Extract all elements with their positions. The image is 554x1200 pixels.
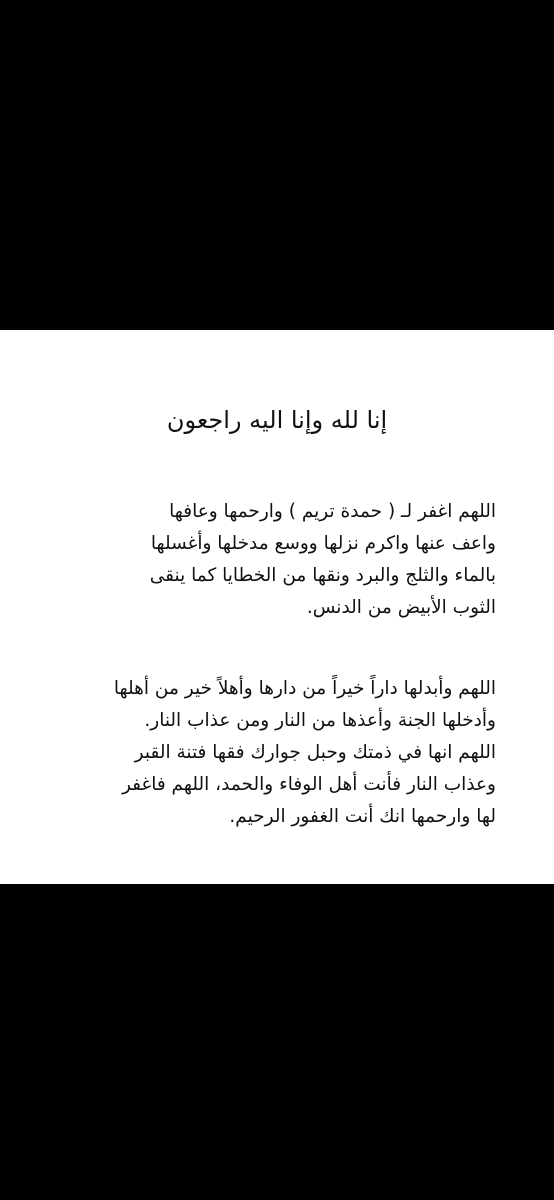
paragraph-line: اللهم اغفر لـ ( حمدة تريم ) وارحمها وعافها [169, 501, 496, 522]
prayer-title: إنا لله وإنا اليه راجعون [166, 406, 388, 434]
prayer-paragraph-1 [58, 496, 496, 624]
paragraph-line: الثوب الأبيض من الدنس. [306, 597, 496, 618]
paragraph-line: بالماء والثلج والبرد ونقها من الخطايا كما ينقى [149, 565, 496, 586]
paragraph-line: وأدخلها الجنة وأعذها من النار ومن عذاب النار. [144, 710, 496, 731]
paragraph-line: اللهم انها في ذمتك وحبل جوارك فقها فتنة القبر [134, 742, 496, 763]
paragraph-line: واعف عنها واكرم نزلها ووسع مدخلها وأغسلها [150, 533, 496, 554]
paragraph-line: وعذاب النار فأنت أهل الوفاء والحمد، اللهم فاغفر [121, 774, 496, 795]
prayer-card [0, 330, 554, 884]
prayer-paragraph-2 [58, 673, 496, 833]
paragraph-line: اللهم وأبدلها داراً خيراً من دارها وأهلاً خير من أهلها [113, 678, 496, 699]
paragraph-line: لها وارحمها انك أنت الغفور الرحيم. [229, 806, 496, 827]
